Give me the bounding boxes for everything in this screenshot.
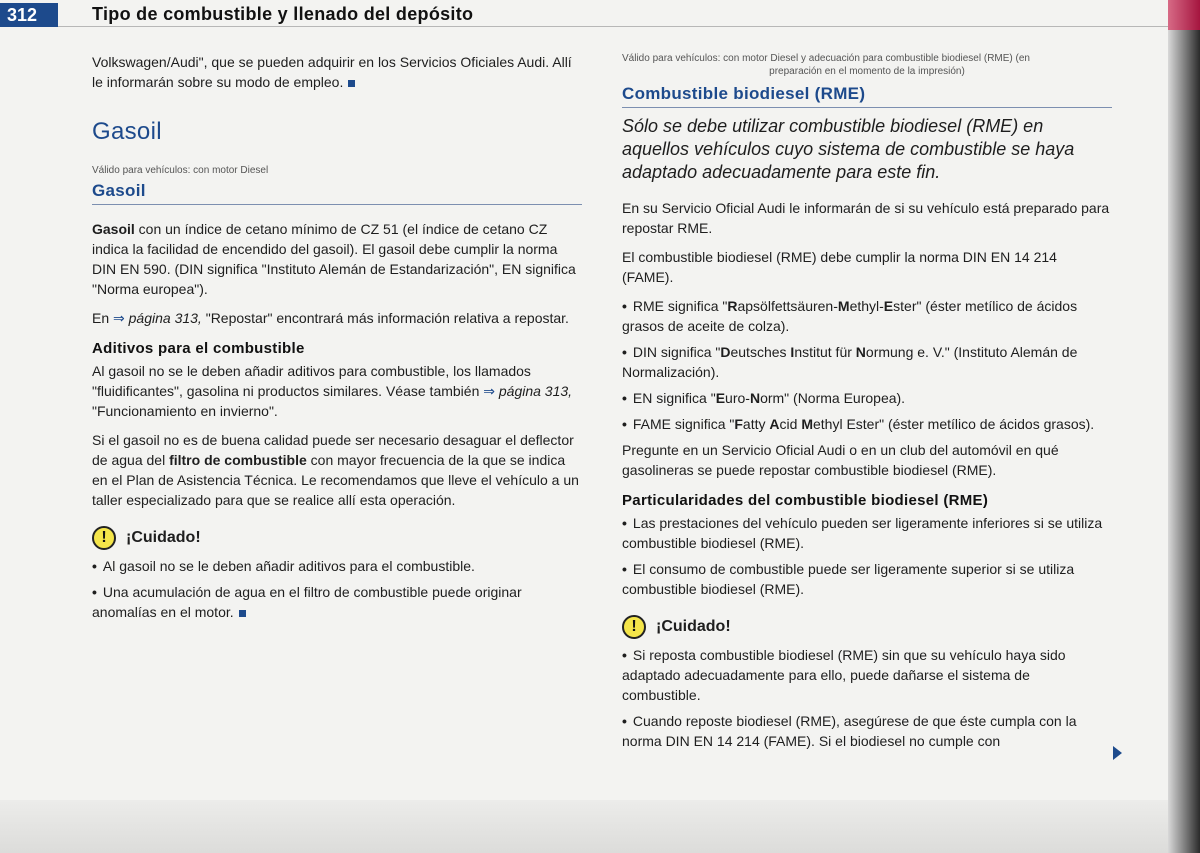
exclamation-circle-icon: !: [622, 615, 646, 639]
subheading-aditivos: Aditivos para el combustible: [92, 340, 305, 357]
end-square-icon: [239, 610, 246, 617]
subheading-particularidades: Particularidades del combustible biodiesel (RME): [622, 492, 989, 509]
caution-header: [92, 526, 582, 550]
caution-bullet: • Una acumulación de agua en el filtro de combustible puede originar anomalías en el motor.: [92, 584, 522, 620]
header-divider: [58, 26, 1168, 27]
continue-arrow-icon: [1113, 746, 1122, 760]
definition-bullet-din: • DIN significa "Deutsches Institut für Normung e. V." (Instituto Alemán de Normalización).: [622, 344, 1078, 380]
caution-bullet: • Cuando reposte biodiesel (RME), asegúrese de que éste cumpla con la norma DIN EN 14 214 (FAME). Si el biodiesel no cumple con: [622, 713, 1077, 749]
page-reference-link[interactable]: página 313,: [494, 383, 573, 399]
reference-arrow-icon: ⇒: [483, 383, 495, 399]
end-square-icon: [348, 80, 355, 87]
validity-note: Válido para vehículos: con motor Diesel y adecuación para combustible biodiesel (RME) (en: [622, 53, 1030, 64]
page-edge-shadow: [1168, 0, 1200, 853]
caution-title: ¡Cuidado!: [126, 529, 201, 546]
reference-arrow-icon: ⇒: [113, 310, 125, 326]
page-number: 312: [0, 3, 58, 27]
left-column: [92, 52, 582, 628]
gasoil-paragraph: Gasoil con un índice de cetano mínimo de CZ 51 (el índice de cetano CZ indica la facilidad de encendido del gasoil). El gasoil debe cumplir la norma DIN EN 590. (DIN significa "Instituto Alemán de Estandarización", EN significa "Norma europea").: [92, 221, 576, 297]
gasolineras-paragraph: Pregunte en un Servicio Oficial Audi o en un club del automóvil en qué gasolineras se puede repostar combustible biodiesel (RME).: [622, 442, 1059, 478]
validity-note-continued: preparación en el momento de la impresión): [769, 66, 965, 77]
page-header: [0, 0, 1200, 30]
particularidad-bullet: • El consumo de combustible puede ser ligeramente superior si se utiliza combustible biodiesel (RME).: [622, 561, 1075, 597]
page-bottom-band: [0, 800, 1168, 853]
chapter-tab: [1168, 0, 1200, 30]
particularidad-bullet: • Las prestaciones del vehículo pueden ser ligeramente inferiores si se utiliza combustible biodiesel (RME).: [622, 515, 1103, 551]
page-reference-link[interactable]: página 313,: [124, 310, 202, 326]
caution-bullet: • Al gasoil no se le deben añadir aditivos para el combustible.: [92, 558, 475, 574]
caution-bullet: • Si reposta combustible biodiesel (RME) sin que su vehículo haya sido adaptado adecuadamente para ello, puede dañarse el sistema de combustible.: [622, 647, 1066, 703]
chapter-heading: Gasoil: [92, 118, 162, 145]
section-heading-gasoil: Gasoil: [92, 181, 582, 205]
page-title: Tipo de combustible y llenado del depósito: [92, 4, 474, 24]
repostar-paragraph: En ⇒ página 313, "Repostar" encontrará más información relativa a repostar.: [92, 310, 569, 326]
filtro-paragraph: Si el gasoil no es de buena calidad puede ser necesario desaguar el deflector de agua del filtro de combustible con mayor frecuencia de la que se indica en el Plan de Asistencia Técnica. Le recomendamos que lleve el vehículo a un taller especializado para que se realice allí esta operación.: [92, 432, 579, 508]
right-column: [622, 52, 1112, 757]
section-heading-biodiesel: Combustible biodiesel (RME): [622, 84, 1112, 108]
norma-paragraph: El combustible biodiesel (RME) debe cumplir la norma DIN EN 14 214 (FAME).: [622, 249, 1057, 285]
caution-title: ¡Cuidado!: [656, 618, 731, 635]
definition-bullet-fame: • FAME significa "Fatty Acid Methyl Ester" (éster metílico de ácidos grasos).: [622, 416, 1095, 432]
lead-paragraph: Sólo se debe utilizar combustible biodiesel (RME) en aquellos vehículos cuyo sistema de combustible se haya adaptado adecuadamente para este fin.: [622, 116, 1075, 182]
definition-bullet-rme: • RME significa "Rapsölfettsäuren-Methyl-Ester" (éster metílico de ácidos grasos de aceite de colza).: [622, 298, 1078, 334]
aditivos-paragraph: Al gasoil no se le deben añadir aditivos para combustible, los llamados "fluidificantes", gasolina ni productos similares. Véase también ⇒ página 313, "Funcionamiento en invierno".: [92, 363, 573, 419]
servicio-paragraph: En su Servicio Oficial Audi le informarán de si su vehículo está preparado para repostar RME.: [622, 200, 1110, 236]
exclamation-circle-icon: !: [92, 526, 116, 550]
validity-note: Válido para vehículos: con motor Diesel: [92, 165, 269, 176]
intro-paragraph: Volkswagen/Audi", que se pueden adquirir en los Servicios Oficiales Audi. Allí le informarán sobre su modo de empleo.: [92, 54, 572, 90]
definition-bullet-en: • EN significa "Euro-Norm" (Norma Europea).: [622, 390, 906, 406]
caution-header: [622, 615, 1112, 639]
